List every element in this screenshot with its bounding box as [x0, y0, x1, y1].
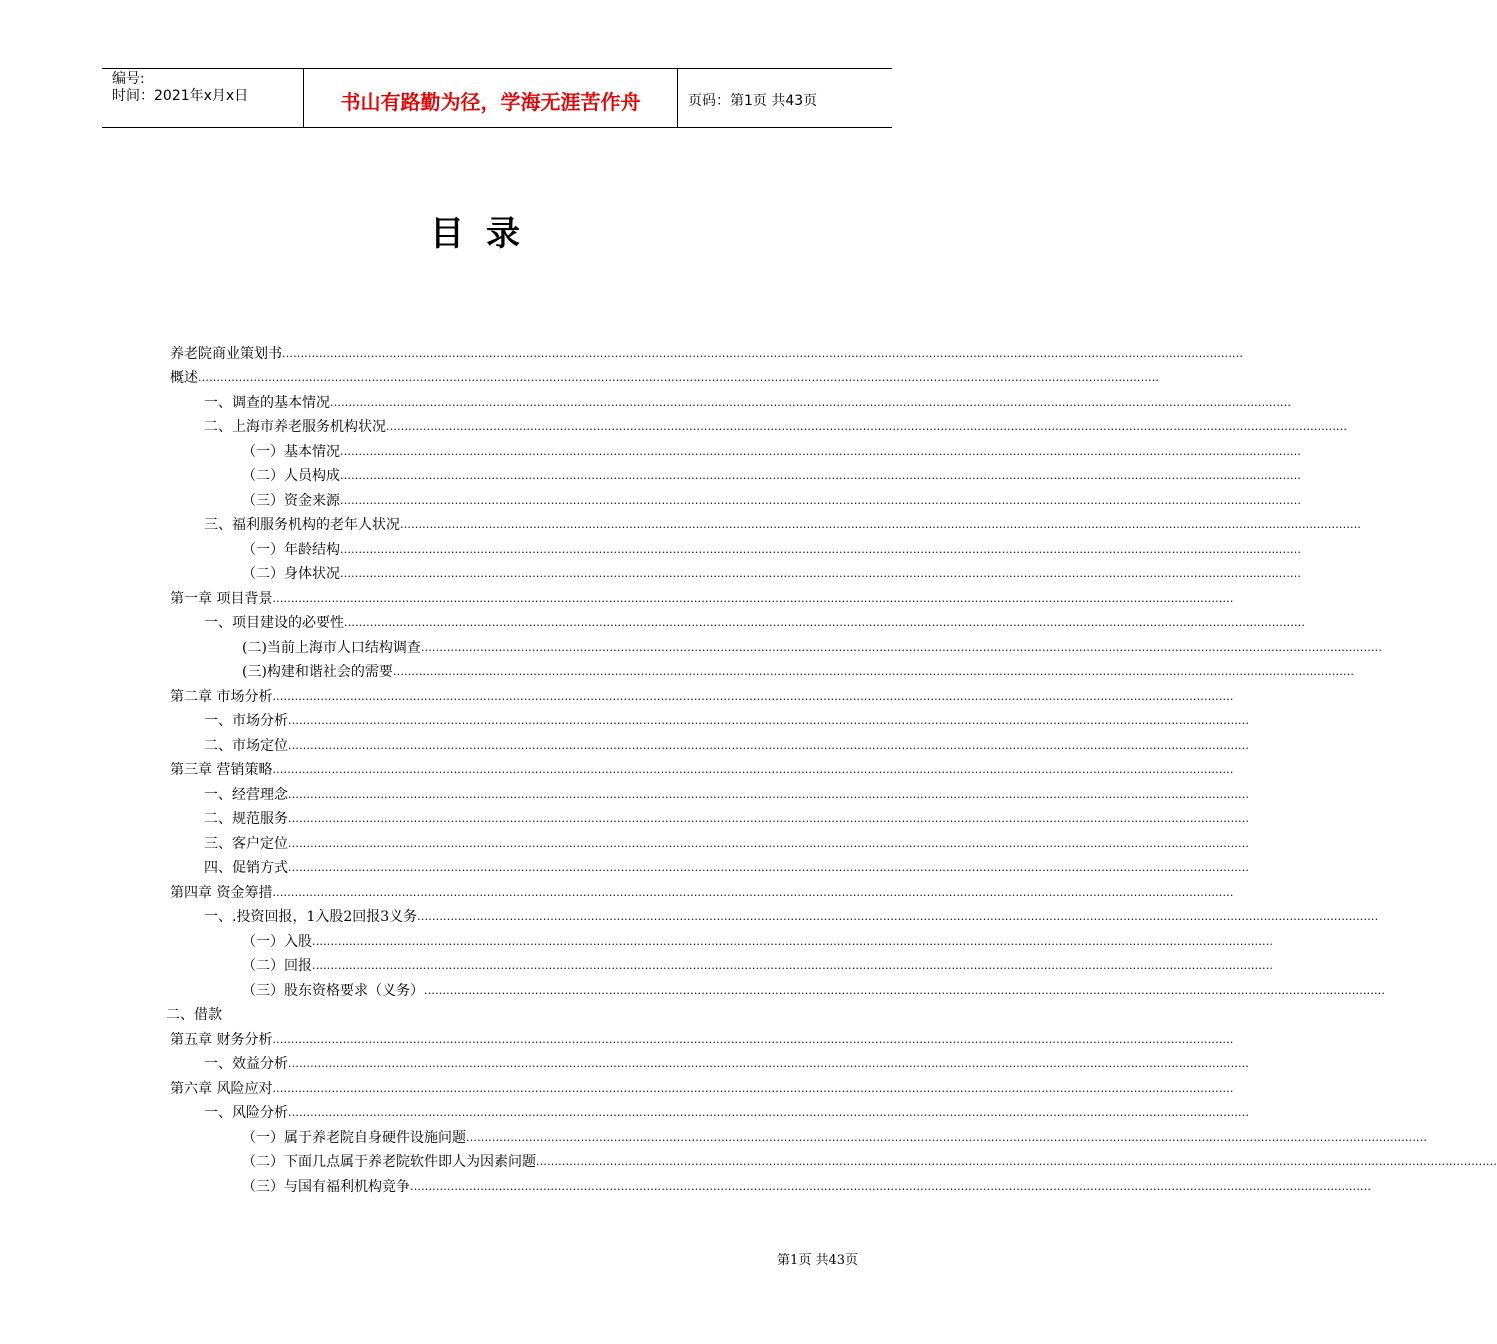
toc-entry[interactable]: [170, 657, 1355, 682]
toc-entry[interactable]: [170, 681, 1234, 706]
toc-entry[interactable]: [170, 1171, 1372, 1196]
toc-entry[interactable]: [170, 632, 1383, 657]
toc-leader-dots: ....................................................................................................................................................................................................................................................................: [312, 959, 1274, 972]
toc-entry-text: （二）下面几点属于养老院软件即人为因素问题: [242, 1154, 536, 1170]
toc-entry-text: 一、效益分析: [204, 1056, 288, 1072]
toc-leader-dots: ....................................................................................................................................................................................................................................................................: [288, 714, 1250, 727]
toc-entry[interactable]: [170, 804, 1250, 829]
toc-entry[interactable]: [170, 1024, 1234, 1049]
toc-entry-text: 第六章 风险应对: [170, 1080, 273, 1097]
toc-leader-dots: ....................................................................................................................................................................................................................................................................: [424, 983, 1386, 997]
toc-entry-text: 三、客户定位: [204, 835, 288, 852]
toc-entry-text: （三）资金来源: [242, 492, 340, 509]
toc-entry-text: 养老院商业策划书: [170, 345, 282, 362]
toc-entry-text: 一、风险分析: [204, 1105, 288, 1121]
toc-leader-dots: ....................................................................................................................................................................................................................................................................: [288, 836, 1250, 850]
toc-leader-dots: ....................................................................................................................................................................................................................................................................: [466, 1130, 1428, 1144]
toc-entry[interactable]: [170, 510, 1362, 535]
toc-entry[interactable]: [170, 951, 1274, 976]
serial-label: 编号:: [112, 71, 145, 87]
toc-entry[interactable]: [170, 853, 1250, 878]
toc-leader-dots: ....................................................................................................................................................................................................................................................................: [288, 812, 1250, 825]
toc-entry[interactable]: [170, 755, 1234, 780]
toc-entry[interactable]: [170, 730, 1250, 755]
toc-leader-dots: ....................................................................................................................................................................................................................................................................: [282, 346, 1244, 360]
toc-entry-text: 第五章 财务分析: [170, 1031, 273, 1048]
toc-entry[interactable]: [170, 1147, 1497, 1172]
date-text: 时间：2021年x月x日: [112, 88, 249, 104]
toc-leader-dots: ....................................................................................................................................................................................................................................................................: [340, 444, 1302, 458]
toc-entry-text: 一、经营理念: [204, 786, 288, 803]
toc-entry[interactable]: [170, 1098, 1250, 1123]
toc-entry-text: 一、项目建设的必要性: [204, 615, 344, 631]
toc-entry-text: 二、上海市养老服务机构状况: [204, 419, 386, 435]
toc-entry-text: （一）入股: [242, 933, 312, 950]
toc-leader-dots: ....................................................................................................................................................................................................................................................................: [344, 616, 1306, 629]
toc-entry[interactable]: [170, 902, 1379, 927]
toc-leader-dots: ....................................................................................................................................................................................................................................................................: [400, 518, 1362, 531]
toc-leader-dots: ....................................................................................................................................................................................................................................................................: [272, 1032, 1234, 1046]
page-footer: 第1页 共43页: [777, 1253, 858, 1268]
table-of-contents: [166, 338, 1497, 1196]
toc-entry-text: （二）身体状况: [242, 566, 340, 582]
toc-entry[interactable]: [170, 975, 1386, 1000]
toc-leader-dots: ....................................................................................................................................................................................................................................................................: [272, 1081, 1234, 1095]
toc-entry-text: （一）年龄结构: [242, 541, 340, 558]
toc-leader-dots: ....................................................................................................................................................................................................................................................................: [288, 861, 1250, 874]
toc-entry[interactable]: [170, 559, 1302, 584]
toc-entry[interactable]: [170, 387, 1292, 412]
toc-leader-dots: ....................................................................................................................................................................................................................................................................: [536, 1155, 1497, 1168]
toc-entry-text: 第二章 市场分析: [170, 688, 273, 705]
toc-entry-text: 第四章 资金筹措: [170, 884, 273, 901]
toc-entry-text: （二）人员构成: [242, 468, 340, 484]
toc-leader-dots: ....................................................................................................................................................................................................................................................................: [330, 395, 1292, 409]
header-motto-cell: [304, 69, 678, 127]
toc-entry[interactable]: [170, 608, 1306, 633]
toc-leader-dots: ....................................................................................................................................................................................................................................................................: [386, 420, 1348, 433]
toc-entry-text: 三、福利服务机构的老年人状况: [204, 517, 400, 533]
toc-entry-text: 二、规范服务: [204, 811, 288, 827]
document-header: [102, 68, 892, 128]
toc-entry[interactable]: [166, 1000, 796, 1025]
toc-entry[interactable]: [170, 1049, 1250, 1074]
toc-leader-dots: ....................................................................................................................................................................................................................................................................: [340, 567, 1302, 580]
header-page-cell: [678, 69, 892, 127]
toc-entry-text: (二)当前上海市人口结构调查: [242, 639, 421, 656]
toc-entry[interactable]: [170, 534, 1302, 559]
toc-leader-dots: ....................................................................................................................................................................................................................................................................: [417, 910, 1379, 923]
toc-entry-text: 第三章 营销策略: [170, 762, 273, 778]
toc-entry-text: （二）回报: [242, 958, 312, 974]
toc-entry-text: 一、调查的基本情况: [204, 394, 330, 411]
toc-entry-text: 第一章 项目背景: [170, 590, 273, 607]
toc-entry-text: (三)构建和谐社会的需要: [242, 664, 393, 680]
toc-leader-dots: ....................................................................................................................................................................................................................................................................: [288, 1057, 1250, 1070]
header-meta-cell: [102, 69, 304, 127]
toc-leader-dots: ....................................................................................................................................................................................................................................................................: [288, 738, 1250, 752]
toc-entry-text: 一、市场分析: [204, 713, 288, 729]
toc-entry[interactable]: [170, 1073, 1234, 1098]
toc-entry[interactable]: [170, 461, 1302, 486]
toc-entry[interactable]: [170, 706, 1250, 731]
toc-leader-dots: ....................................................................................................................................................................................................................................................................: [420, 640, 1383, 654]
toc-leader-dots: ....................................................................................................................................................................................................................................................................: [272, 689, 1234, 703]
motto-text: 书山有路勤为径，学海无涯苦作舟: [340, 89, 641, 114]
header-page-info: 页码：第1页 共43页: [688, 93, 818, 109]
toc-leader-dots: ....................................................................................................................................................................................................................................................................: [312, 934, 1274, 948]
toc-entry[interactable]: [170, 363, 1160, 388]
toc-entry[interactable]: [170, 779, 1250, 804]
toc-leader-dots: ....................................................................................................................................................................................................................................................................: [272, 885, 1234, 899]
toc-entry[interactable]: [170, 877, 1234, 902]
toc-entry-text: （一）基本情况: [242, 443, 340, 460]
toc-leader-dots: ....................................................................................................................................................................................................................................................................: [340, 493, 1302, 507]
toc-entry[interactable]: [170, 436, 1302, 461]
toc-leader-dots: ....................................................................................................................................................................................................................................................................: [340, 469, 1302, 482]
toc-leader-dots: ....................................................................................................................................................................................................................................................................: [288, 1106, 1250, 1119]
toc-entry-text: （三）与国有福利机构竞争: [242, 1178, 410, 1195]
toc-leader-dots: ....................................................................................................................................................................................................................................................................: [272, 591, 1234, 605]
toc-entry[interactable]: [170, 338, 1244, 363]
toc-leader-dots: ....................................................................................................................................................................................................................................................................: [198, 371, 1160, 384]
toc-entry-text: 一、.投资回报，1入股2回报3义务: [204, 909, 418, 925]
toc-entry[interactable]: [170, 828, 1250, 853]
toc-entry-text: （一）属于养老院自身硬件设施问题: [242, 1129, 466, 1146]
toc-entry-text: 二、市场定位: [204, 737, 288, 754]
toc-leader-dots: ....................................................................................................................................................................................................................................................................: [272, 763, 1234, 776]
toc-entry[interactable]: [170, 926, 1274, 951]
toc-entry[interactable]: [170, 412, 1348, 437]
toc-entry[interactable]: [170, 583, 1234, 608]
toc-leader-dots: ....................................................................................................................................................................................................................................................................: [410, 1179, 1372, 1193]
toc-entry-text: 概述: [170, 370, 198, 386]
toc-entry[interactable]: [170, 485, 1302, 510]
toc-leader-dots: ....................................................................................................................................................................................................................................................................: [288, 787, 1250, 801]
toc-leader-dots: ....................................................................................................................................................................................................................................................................: [340, 542, 1302, 556]
toc-entry-text: 二、借款: [166, 1007, 222, 1023]
toc-entry-text: （三）股东资格要求（义务）: [242, 982, 424, 999]
toc-leader-dots: ....................................................................................................................................................................................................................................................................: [392, 665, 1355, 678]
toc-entry-text: 四、促销方式: [204, 860, 288, 876]
toc-entry[interactable]: [170, 1122, 1428, 1147]
page-title: 目录: [430, 214, 542, 254]
